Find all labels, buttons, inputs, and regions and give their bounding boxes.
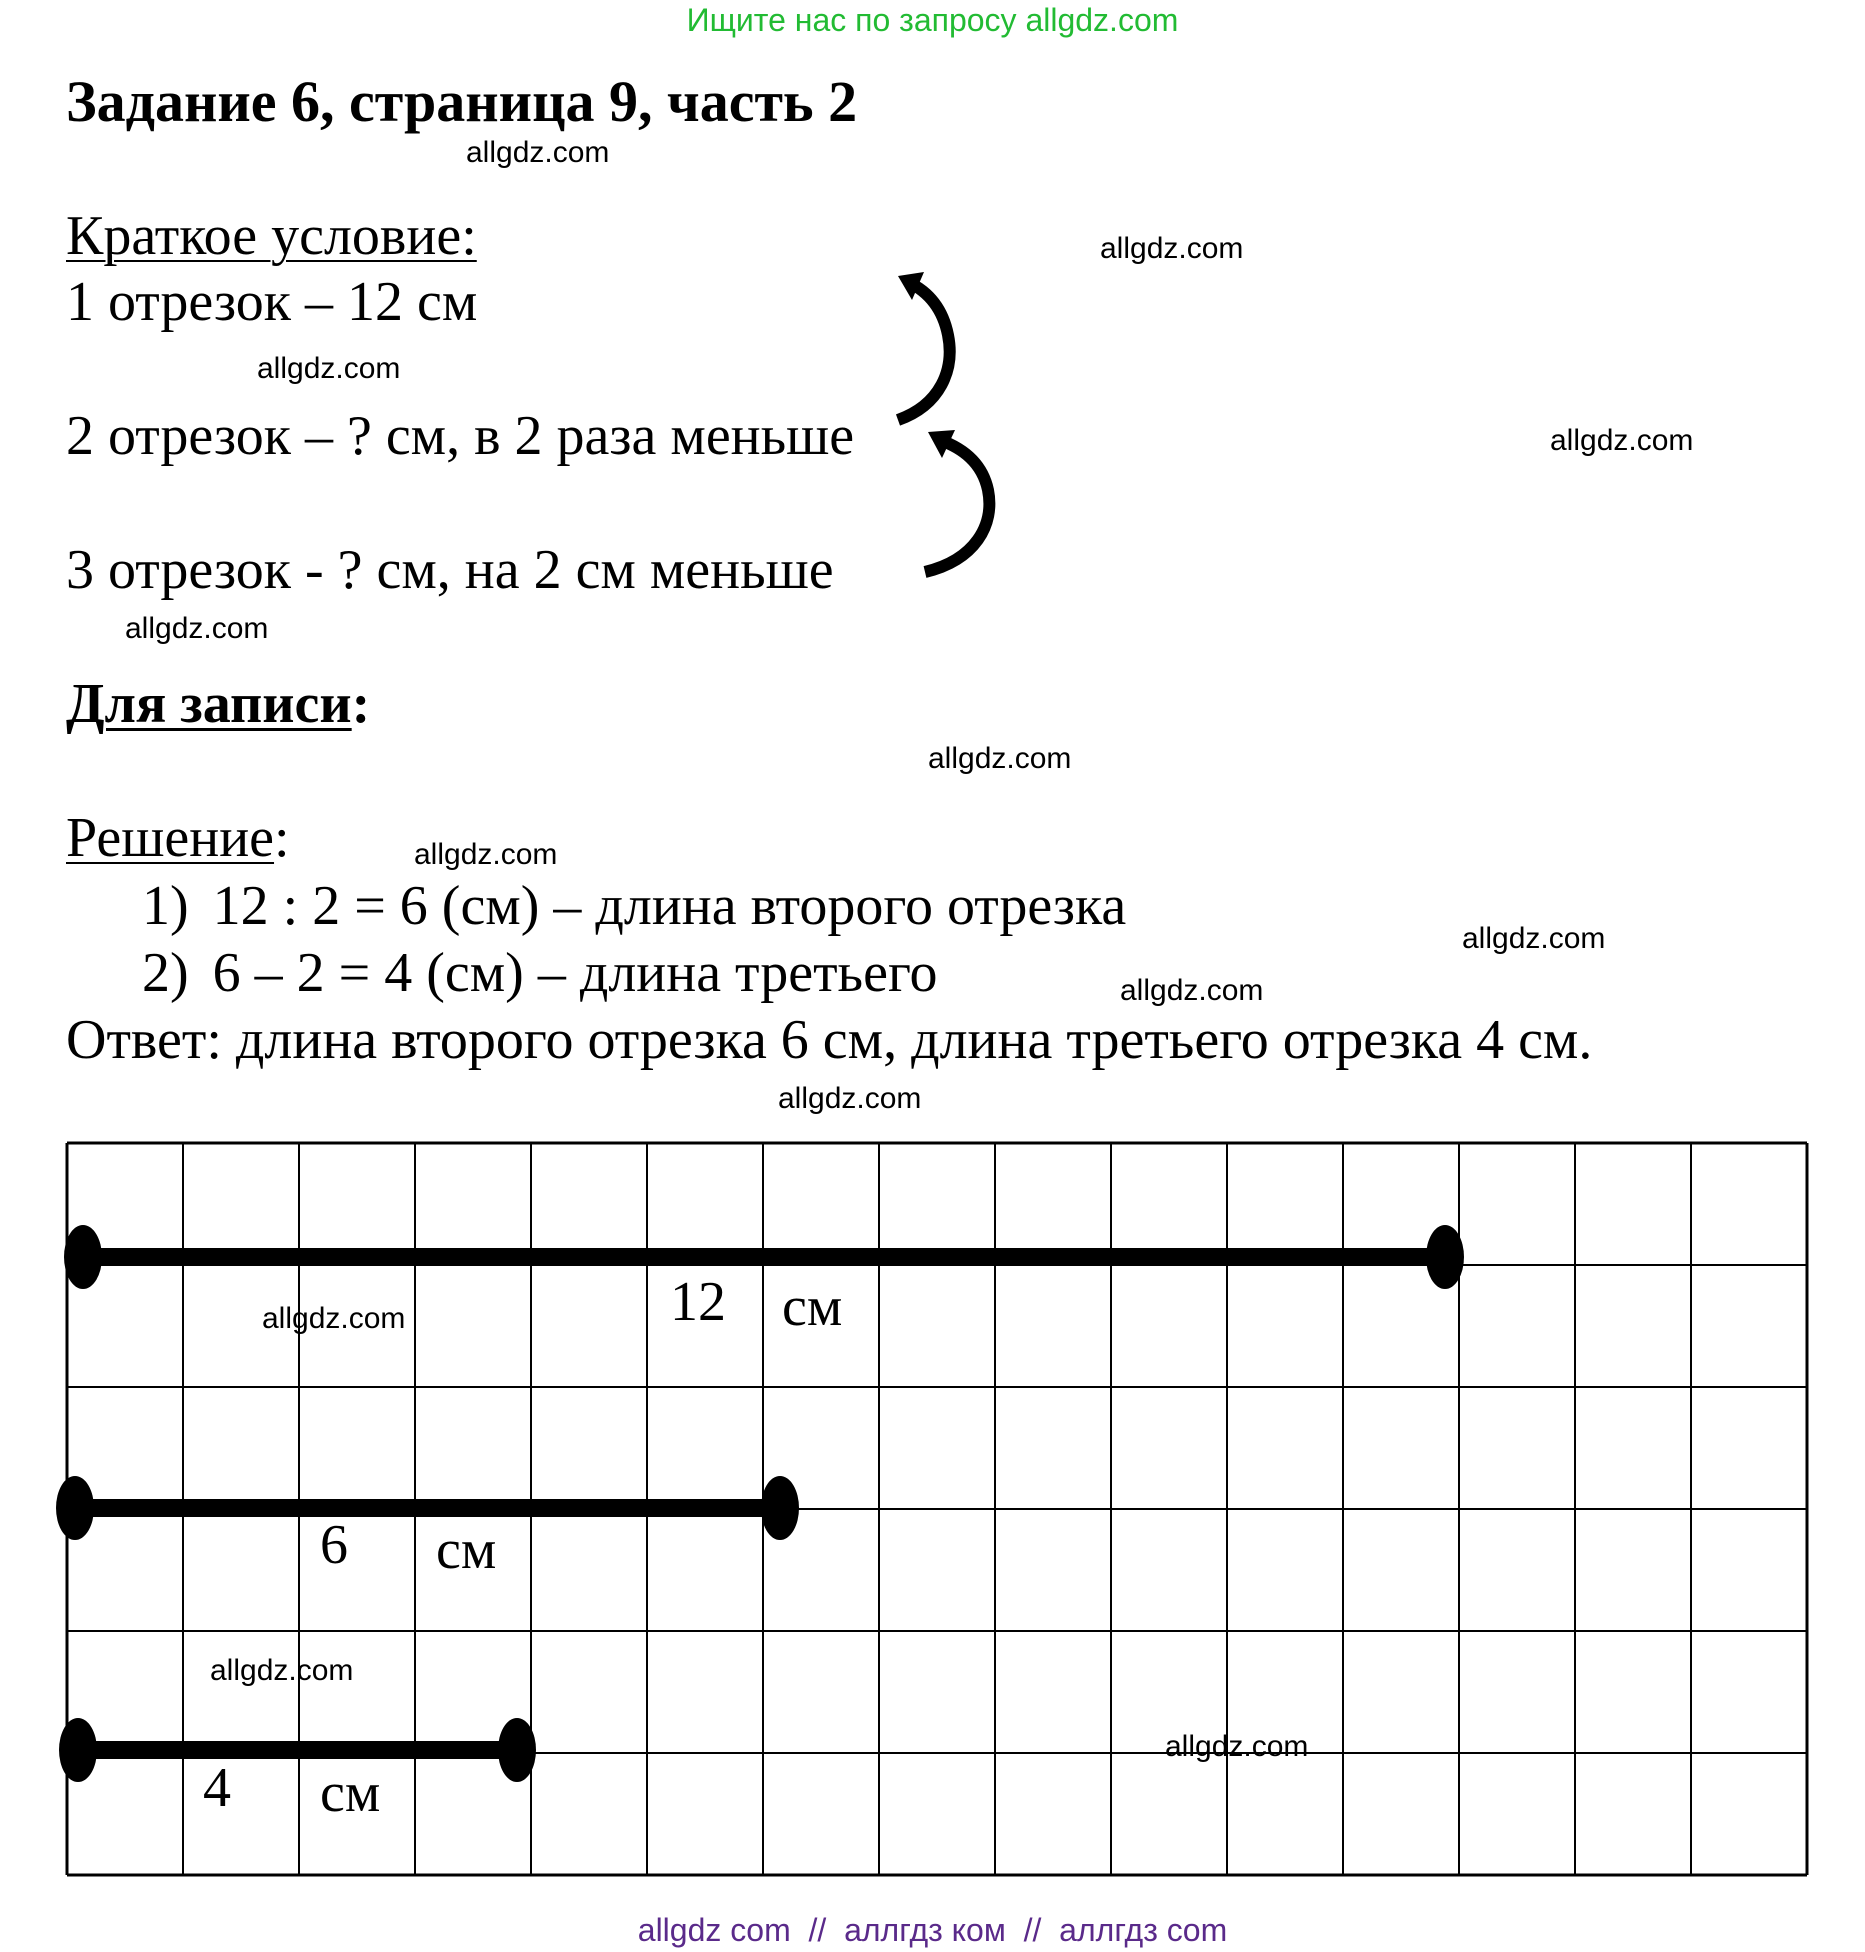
step-text: 6 – 2 = 4 (см) – длина третьего <box>212 942 938 1004</box>
segment-endpoint <box>761 1476 799 1540</box>
condition-line-1: 1 отрезок – 12 см <box>66 271 478 333</box>
watermark: allgdz.com <box>125 612 269 645</box>
watermark: allgdz.com <box>1120 974 1264 1007</box>
condition-line-2: 2 отрезок – ? см, в 2 раза меньше <box>66 405 855 467</box>
answer-line: Ответ: длина второго отрезка 6 см, длина третьего отрезка 4 см. <box>66 1009 1593 1071</box>
segment-3-unit: см <box>320 1762 381 1824</box>
watermark: allgdz.com <box>778 1082 922 1115</box>
top-banner: Ищите нас по запросу allgdz.com <box>686 2 1179 38</box>
watermark: allgdz.com <box>466 136 610 169</box>
solution-heading-colon: : <box>274 807 290 869</box>
watermark: allgdz.com <box>1100 232 1244 265</box>
record-heading-main: Для записи <box>66 673 352 735</box>
record-heading-colon: : <box>351 673 371 735</box>
step-text: 12 : 2 = 6 (см) – длина второго отрезка <box>212 875 1127 937</box>
segment-endpoint <box>56 1476 94 1540</box>
segment-1-length: 12 <box>670 1271 726 1333</box>
watermark: allgdz.com <box>1462 922 1606 955</box>
watermark: allgdz.com <box>1165 1730 1309 1763</box>
step-number: 2) <box>142 942 189 1004</box>
watermark: allgdz.com <box>257 352 401 385</box>
segment-endpoint <box>498 1718 536 1782</box>
footer-text: allgdz com // аллгдз ком // аллгдз com <box>637 1912 1228 1948</box>
watermark: allgdz.com <box>928 742 1072 775</box>
watermark: allgdz.com <box>210 1654 354 1687</box>
segment-endpoint <box>1426 1225 1464 1289</box>
step-number: 1) <box>142 875 189 937</box>
page-title: Задание 6, страница 9, часть 2 <box>66 69 858 134</box>
segment-3-length: 4 <box>203 1757 231 1819</box>
segment-2-unit: см <box>436 1519 497 1581</box>
solution-heading-main: Решение <box>66 807 275 869</box>
watermark: allgdz.com <box>414 838 558 871</box>
condition-heading: Краткое условие: <box>66 205 477 267</box>
watermark: allgdz.com <box>262 1302 406 1335</box>
segment-endpoint <box>59 1718 97 1782</box>
watermark: allgdz.com <box>1550 424 1694 457</box>
condition-line-3: 3 отрезок - ? см, на 2 см меньше <box>66 539 834 601</box>
segment-endpoint <box>64 1225 102 1289</box>
segment-1-unit: см <box>782 1276 843 1338</box>
segment-2-length: 6 <box>320 1514 348 1576</box>
